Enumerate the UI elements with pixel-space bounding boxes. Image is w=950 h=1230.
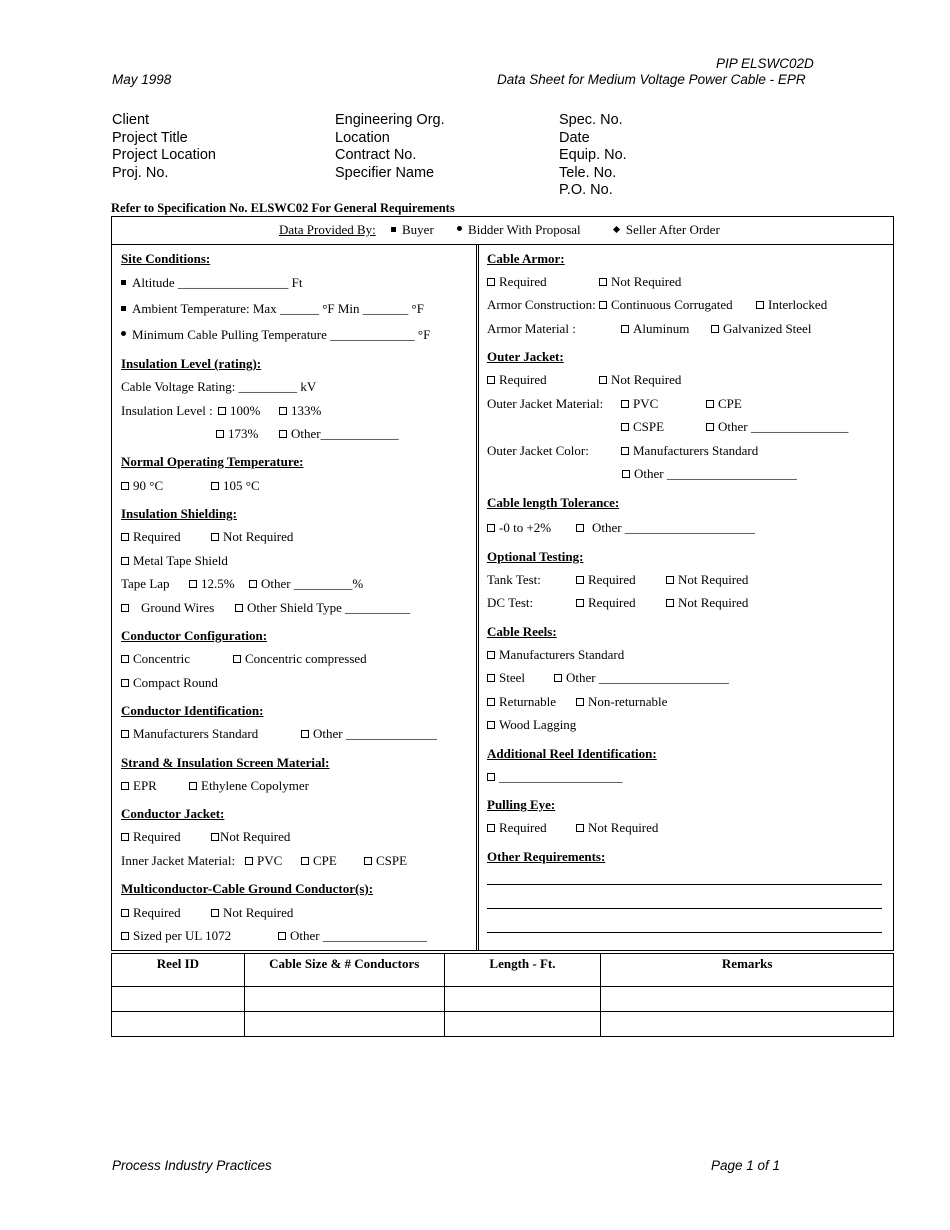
checkbox-additional-reel[interactable] — [487, 773, 495, 781]
diamond-bullet-icon — [613, 226, 620, 233]
insulation-level-heading: Insulation Level (rating): — [121, 356, 262, 371]
ins-133-option: 133% — [279, 403, 321, 419]
reel-id-header: Reel ID — [112, 954, 245, 987]
pulling-not-required-option: Not Required — [576, 820, 658, 836]
insulation-shielding-heading: Insulation Shielding: — [121, 506, 237, 521]
multiconductor-heading: Multiconductor-Cable Ground Conductor(s): — [121, 881, 374, 896]
epr-option: EPR — [121, 778, 157, 794]
reel-table-header — [112, 954, 894, 987]
ethylene-option: Ethylene Copolymer — [189, 778, 309, 794]
spec-number-label: Spec. No. — [559, 112, 623, 128]
optional-testing-heading: Optional Testing: — [487, 549, 584, 564]
outer-not-required-option: Not Required — [599, 372, 681, 388]
specifier-name-label: Specifier Name — [335, 164, 435, 181]
altitude-line: Altitude _________________ Ft — [121, 275, 302, 291]
reel-table — [111, 953, 894, 1037]
interlocked-option: Interlocked — [756, 297, 827, 313]
checkbox-sized-ul[interactable] — [121, 932, 129, 940]
cond-id-other-option: Other ______________ — [301, 726, 437, 742]
concentric-option: Concentric — [121, 651, 190, 667]
dot-bullet-icon — [457, 226, 462, 231]
legend-seller: Seller After Order — [625, 222, 720, 237]
reel-mfr-option: Manufacturers Standard — [487, 647, 624, 663]
non-returnable-option: Non-returnable — [576, 694, 667, 710]
outer-cspe-option: CSPE — [621, 419, 664, 435]
document-title: Data Sheet for Medium Voltage Power Cable - EPR — [497, 72, 806, 87]
sized-ul-option: Sized per UL 1072 — [121, 928, 231, 944]
tank-required-option: Required — [576, 572, 636, 588]
checkbox-color-other[interactable] — [622, 470, 630, 478]
other-requirements-line-1[interactable] — [487, 884, 882, 885]
dot-bullet-icon — [121, 331, 126, 336]
shield-required-option: Required — [121, 529, 181, 545]
site-conditions-heading: Site Conditions: — [121, 251, 211, 266]
checkbox-wood-lagging[interactable] — [487, 721, 495, 729]
checkbox-concentric-compressed[interactable] — [233, 655, 241, 663]
table-cell[interactable] — [444, 987, 601, 1012]
document-id: PIP ELSWC02D — [716, 56, 814, 71]
project-title-label: Project Title — [112, 129, 188, 146]
checkbox-tolerance-other[interactable] — [576, 524, 584, 532]
outer-cpe-option: CPE — [706, 396, 742, 412]
checkbox-shield-required[interactable] — [121, 533, 129, 541]
remarks-header: Remarks — [601, 954, 894, 987]
checkbox-reel-other[interactable] — [554, 674, 562, 682]
checkbox-tape-125[interactable] — [189, 580, 197, 588]
table-row — [112, 1012, 894, 1037]
checkbox-armor-not-required[interactable] — [599, 278, 607, 286]
insulation-level-line: Insulation Level : 100% — [121, 403, 261, 418]
tank-test-label: Tank Test: — [487, 572, 541, 587]
checkbox-multi-other[interactable] — [278, 932, 286, 940]
armor-required-option: Required — [487, 274, 547, 290]
checkbox-inner-cspe[interactable] — [364, 857, 372, 865]
cable-armor-heading: Cable Armor: — [487, 251, 565, 266]
outer-pvc-option: PVC — [621, 396, 658, 412]
jacket-required-option: Required — [121, 829, 181, 845]
footer-page: Page 1 of 1 — [711, 1158, 781, 1173]
temp-90-option: 90 °C — [121, 478, 163, 494]
outer-color-label: Outer Jacket Color: — [487, 443, 589, 458]
metal-tape-option: Metal Tape Shield — [121, 553, 228, 569]
column-divider — [476, 244, 477, 951]
checkbox-133[interactable] — [279, 407, 287, 415]
checkbox-pulling-not-required[interactable] — [576, 824, 584, 832]
checkbox-epr[interactable] — [121, 782, 129, 790]
outer-other-option: Other _______________ — [706, 419, 848, 435]
cable-reels-heading: Cable Reels: — [487, 624, 557, 639]
checkbox-steel[interactable] — [487, 674, 495, 682]
checkbox-outer-other[interactable] — [706, 423, 714, 431]
multi-required-option: Required — [121, 905, 181, 921]
continuous-option: Continuous Corrugated — [599, 297, 733, 313]
checkbox-105c[interactable] — [211, 482, 219, 490]
square-bullet-icon — [391, 227, 396, 232]
ins-173-option: 173% — [216, 426, 258, 442]
dc-test-label: DC Test: — [487, 595, 534, 610]
checkbox-jacket-not-required[interactable] — [211, 833, 219, 841]
checkbox-outer-required[interactable] — [487, 376, 495, 384]
outer-jacket-heading: Outer Jacket: — [487, 349, 564, 364]
checkbox-cond-id-mfr[interactable] — [121, 730, 129, 738]
legend-buyer: Buyer — [402, 222, 434, 237]
conductor-id-heading: Conductor Identification: — [121, 703, 264, 718]
checkbox-outer-cpe[interactable] — [706, 400, 714, 408]
aluminum-option: Aluminum — [621, 321, 689, 337]
table-cell[interactable] — [112, 987, 245, 1012]
normal-temp-heading: Normal Operating Temperature: — [121, 454, 304, 469]
info-column-3 — [559, 112, 627, 200]
checkbox-galvanized[interactable] — [711, 325, 719, 333]
checkbox-concentric[interactable] — [121, 655, 129, 663]
pulling-eye-heading: Pulling Eye: — [487, 797, 556, 812]
checkbox-inner-cpe[interactable] — [301, 857, 309, 865]
outer-required-option: Required — [487, 372, 547, 388]
table-cell[interactable] — [601, 987, 894, 1012]
tolerance-range-option: -0 to +2% — [487, 520, 551, 536]
legend-label: Data Provided By: — [279, 222, 376, 237]
armor-construction-label: Armor Construction: — [487, 297, 596, 312]
checkbox-metal-tape[interactable] — [121, 557, 129, 565]
inner-pvc-option: PVC — [245, 853, 282, 869]
equip-number-label: Equip. No. — [559, 147, 627, 163]
square-bullet-icon — [121, 306, 126, 311]
checkbox-dc-required[interactable] — [576, 599, 584, 607]
checkbox-returnable[interactable] — [487, 698, 495, 706]
pulling-temp-line: Minimum Cable Pulling Temperature _____________ °F — [121, 327, 430, 343]
additional-reel-heading: Additional Reel Identification: — [487, 746, 657, 761]
tape-lap-label: Tape Lap — [121, 576, 170, 591]
checkbox-continuous[interactable] — [599, 301, 607, 309]
tolerance-other-option: Other ____________________ — [576, 520, 755, 536]
location-label: Location — [335, 129, 390, 146]
checkbox-tank-required[interactable] — [576, 576, 584, 584]
additional-reel-option: ___________________ — [487, 769, 623, 785]
checkbox-shield-not-required[interactable] — [211, 533, 219, 541]
checkbox-outer-not-required[interactable] — [599, 376, 607, 384]
concentric-compressed-option: Concentric compressed — [233, 651, 367, 667]
checkbox-cond-id-other[interactable] — [301, 730, 309, 738]
checkbox-173[interactable] — [216, 430, 224, 438]
square-bullet-icon — [121, 280, 126, 285]
checkbox-color-mfr[interactable] — [621, 447, 629, 455]
multi-not-required-option: Not Required — [211, 905, 293, 921]
jacket-not-required-option: Not Required — [211, 829, 290, 845]
tape-125-option: 12.5% — [189, 576, 235, 592]
checkbox-armor-required[interactable] — [487, 278, 495, 286]
checkbox-90c[interactable] — [121, 482, 129, 490]
checkbox-pulling-required[interactable] — [487, 824, 495, 832]
tele-number-label: Tele. No. — [559, 164, 617, 181]
table-row — [112, 987, 894, 1012]
other-requirements-heading: Other Requirements: — [487, 849, 606, 864]
multi-other-option: Other ________________ — [278, 928, 427, 944]
color-mfr-option: Manufacturers Standard — [621, 443, 758, 459]
cond-id-mfr-option: Manufacturers Standard — [121, 726, 258, 742]
dc-required-option: Required — [576, 595, 636, 611]
dc-not-required-option: Not Required — [666, 595, 748, 611]
info-column-2 — [335, 112, 445, 182]
checkbox-outer-pvc[interactable] — [621, 400, 629, 408]
ins-other-option: Other____________ — [279, 426, 399, 442]
checkbox-dc-not-required[interactable] — [666, 599, 674, 607]
checkbox-tank-not-required[interactable] — [666, 576, 674, 584]
table-cell[interactable] — [601, 1012, 894, 1037]
strand-screen-heading: Strand & Insulation Screen Material: — [121, 755, 330, 770]
checkbox-aluminum[interactable] — [621, 325, 629, 333]
checkbox-ins-other[interactable] — [279, 430, 287, 438]
info-column-1 — [112, 112, 216, 182]
document-date: May 1998 — [112, 72, 172, 87]
checkbox-tape-other[interactable] — [249, 580, 257, 588]
galvanized-option: Galvanized Steel — [711, 321, 811, 337]
tank-not-required-option: Not Required — [666, 572, 748, 588]
checkbox-tolerance-range[interactable] — [487, 524, 495, 532]
project-location-label: Project Location — [112, 147, 216, 163]
checkbox-interlocked[interactable] — [756, 301, 764, 309]
refer-note: Refer to Specification No. ELSWC02 For General Requirements — [111, 201, 455, 215]
checkbox-inner-pvc[interactable] — [245, 857, 253, 865]
inner-cspe-option: CSPE — [364, 853, 407, 869]
conductor-config-heading: Conductor Configuration: — [121, 628, 268, 643]
tape-other-option: Other _________% — [249, 576, 363, 592]
other-requirements-line-3[interactable] — [487, 932, 882, 933]
ground-wires-option: Ground Wires — [121, 600, 214, 616]
checkbox-jacket-required[interactable] — [121, 833, 129, 841]
reel-other-option: Other ____________________ — [554, 670, 729, 686]
shield-not-required-option: Not Required — [211, 529, 293, 545]
checkbox-multi-not-required[interactable] — [211, 909, 219, 917]
checkbox-outer-cspe[interactable] — [621, 423, 629, 431]
client-label: Client — [112, 112, 150, 128]
other-requirements-line-2[interactable] — [487, 908, 882, 909]
table-cell[interactable] — [112, 1012, 245, 1037]
pulling-required-option: Required — [487, 820, 547, 836]
temp-105-option: 105 °C — [211, 478, 260, 494]
checkbox-other-shield[interactable] — [235, 604, 243, 612]
date-label: Date — [559, 129, 590, 146]
conductor-jacket-heading: Conductor Jacket: — [121, 806, 225, 821]
inner-jacket-label: Inner Jacket Material: — [121, 853, 236, 868]
steel-option: Steel — [487, 670, 525, 686]
outer-material-label: Outer Jacket Material: — [487, 396, 604, 411]
length-header: Length - Ft. — [444, 954, 601, 987]
table-cell[interactable] — [444, 1012, 601, 1037]
checkbox-ethylene[interactable] — [189, 782, 197, 790]
wood-lagging-option: Wood Lagging — [487, 717, 576, 733]
inner-cpe-option: CPE — [301, 853, 337, 869]
legend-bidder: Bidder With Proposal — [468, 222, 581, 237]
column-divider-2 — [478, 244, 479, 951]
checkbox-reel-mfr[interactable] — [487, 651, 495, 659]
voltage-rating-line: Cable Voltage Rating: _________ kV — [121, 379, 317, 394]
other-shield-option: Other Shield Type __________ — [235, 600, 410, 616]
checkbox-multi-required[interactable] — [121, 909, 129, 917]
footer-left: Process Industry Practices — [112, 1158, 272, 1173]
legend-divider — [111, 244, 894, 245]
checkbox-ground-wires[interactable] — [121, 604, 129, 612]
compact-round-option: Compact Round — [121, 675, 218, 691]
table-cell[interactable] — [244, 987, 444, 1012]
cable-size-header: Cable Size & # Conductors — [244, 954, 444, 987]
checkbox-100[interactable] — [218, 407, 226, 415]
checkbox-compact-round[interactable] — [121, 679, 129, 687]
color-other-option: Other ____________________ — [622, 466, 797, 482]
table-cell[interactable] — [244, 1012, 444, 1037]
ambient-temp-line: Ambient Temperature: Max ______ °F Min _______ °F — [121, 301, 424, 317]
po-number-label: P.O. No. — [559, 182, 613, 198]
armor-material-label: Armor Material : — [487, 321, 576, 336]
checkbox-non-returnable[interactable] — [576, 698, 584, 706]
length-tolerance-heading: Cable length Tolerance: — [487, 495, 620, 510]
legend — [279, 222, 720, 238]
project-number-label: Proj. No. — [112, 164, 169, 181]
returnable-option: Returnable — [487, 694, 556, 710]
armor-not-required-option: Not Required — [599, 274, 681, 290]
engineering-org-label: Engineering Org. — [335, 112, 445, 128]
contract-number-label: Contract No. — [335, 147, 417, 163]
